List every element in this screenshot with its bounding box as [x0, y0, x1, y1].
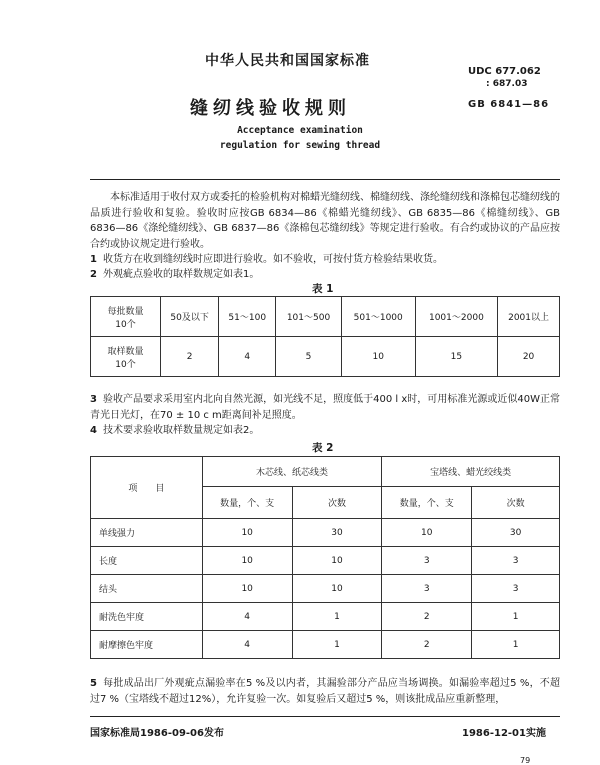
table-cell: 1 — [292, 603, 382, 631]
table-cell: 1 — [472, 631, 560, 659]
sub-header-qty: 数量，个、支 — [382, 487, 472, 519]
english-title-line-1: Acceptance examination — [237, 125, 363, 136]
clause-3 — [90, 392, 560, 423]
table-cell: 5 — [276, 337, 341, 377]
table-cell: 10 — [202, 547, 292, 575]
table-row — [91, 297, 560, 337]
cell-text: 10个 — [115, 359, 136, 370]
row-label: 结头 — [91, 575, 203, 603]
table-cell: 1001～2000 — [415, 297, 497, 337]
table-cell: 1 — [472, 603, 560, 631]
table-cell: 30 — [472, 519, 560, 547]
table-cell: 2 — [161, 337, 219, 377]
clause-4 — [90, 423, 560, 439]
clause-5 — [90, 676, 560, 707]
cell-text: 10个 — [115, 319, 136, 330]
clause-1-text: 收货方在收到缝纫线时应即进行验收。如不验收，可按付货方检验结果收货。 — [102, 254, 443, 265]
sub-header-times: 次数 — [292, 487, 382, 519]
clause-4-number: 4 — [90, 425, 97, 436]
table-cell: 2001以上 — [498, 297, 560, 337]
udc-line-2: : 687.03 — [486, 79, 528, 89]
row-label: 耐洗色牢度 — [91, 603, 203, 631]
page-number: 79 — [520, 756, 531, 765]
table-cell: 501～1000 — [341, 297, 415, 337]
table-cell: 10 — [341, 337, 415, 377]
item-header: 项 目 — [91, 457, 203, 519]
effective-date: 1986-12-01实施 — [462, 728, 546, 739]
intro-paragraph: 本标准适用于收付双方或委托的检验机构对棉蜡光缝纫线、棉缝纫线、涤纶缝纫线和涤棉包芯缝纫线的品质进行验收和复验。验收时应按GB 6834—86《棉蜡光缝纫线》、GB 6835—86《棉缝纫线》、GB 6836—86《涤纶缝纫线》、GB 6837—86《涤棉包芯缝纫线》等规定进行验收。有合约或协议的产品应按合约或协议规定进行验收。 — [90, 192, 560, 250]
table-cell: 10 — [202, 575, 292, 603]
udc-line-1: UDC 677.062 — [468, 66, 541, 77]
standard-number: GB 6841—86 — [468, 99, 550, 110]
clause-5-number: 5 — [90, 678, 97, 689]
table-row — [91, 457, 560, 487]
clause-3-text: 验收产品要求采用室内北向自然光源，如光线不足，照度低于400 l x时，可用标准光源或近似40W正常青光日光灯，在70 ± 10 c m距离间补足照度。 — [90, 394, 560, 421]
table-cell: 3 — [472, 547, 560, 575]
header-rule — [90, 179, 560, 180]
table-row — [91, 575, 560, 603]
english-title — [0, 123, 600, 153]
english-title-line-2: regulation for sewing thread — [219, 140, 381, 151]
issuing-authority: 中华人民共和国国家标准 — [205, 53, 370, 69]
table-cell: 3 — [382, 575, 472, 603]
table-row — [91, 631, 560, 659]
table-cell: 3 — [472, 575, 560, 603]
table-cell: 4 — [202, 603, 292, 631]
clause-3-number: 3 — [90, 394, 97, 405]
table-1-caption: 表 1 — [312, 283, 334, 295]
table-1-row-header — [91, 337, 161, 377]
clause-4-text: 技术要求验收取样数量规定如表2。 — [102, 425, 260, 436]
table-cell: 2 — [382, 603, 472, 631]
table-2-caption: 表 2 — [312, 442, 334, 454]
cell-text: 取样数量 — [107, 346, 144, 357]
table-cell: 10 — [202, 519, 292, 547]
row-label: 耐摩擦色牢度 — [91, 631, 203, 659]
table-cell: 30 — [292, 519, 382, 547]
clause-1-number: 1 — [90, 254, 97, 265]
cell-text: 每批数量 — [107, 306, 144, 317]
table-cell: 20 — [498, 337, 560, 377]
table-cell: 4 — [202, 631, 292, 659]
group-header-2: 宝塔线、蜡光绞线类 — [382, 457, 560, 487]
table-row — [91, 547, 560, 575]
issue-date: 国家标准局1986-09-06发布 — [90, 728, 224, 739]
table-cell: 10 — [292, 547, 382, 575]
table-cell: 51～100 — [219, 297, 276, 337]
document-title: 缝纫线验收规则 — [190, 98, 351, 119]
table-row — [91, 519, 560, 547]
table-cell: 1 — [292, 631, 382, 659]
table-cell: 101～500 — [276, 297, 341, 337]
table-1-row-header — [91, 297, 161, 337]
group-header-1: 木芯线、纸芯线类 — [202, 457, 382, 487]
clause-5-text: 每批成品出厂外观疵点漏验率在5 %及以内者，其漏验部分产品应当场调换。如漏验率超过5 %，不超过7 %（宝塔线不超过12%），允许复验一次。如复验后又超过5 %，则该批成品应重新整理， — [90, 678, 560, 705]
clause-2-number: 2 — [90, 269, 97, 280]
table-row — [91, 603, 560, 631]
row-label: 长度 — [91, 547, 203, 575]
udc-code — [468, 66, 541, 90]
table-row — [91, 337, 560, 377]
table-cell: 2 — [382, 631, 472, 659]
table-cell: 15 — [415, 337, 497, 377]
footer-rule — [90, 716, 560, 717]
sub-header-qty: 数量，个、支 — [202, 487, 292, 519]
clause-1 — [90, 252, 560, 268]
clause-2-text: 外观疵点验收的取样数规定如表1。 — [102, 269, 260, 280]
table-cell: 10 — [382, 519, 472, 547]
table-cell: 3 — [382, 547, 472, 575]
table-2 — [90, 456, 560, 659]
table-cell: 4 — [219, 337, 276, 377]
table-cell: 50及以下 — [161, 297, 219, 337]
table-cell: 10 — [292, 575, 382, 603]
sub-header-times: 次数 — [472, 487, 560, 519]
row-label: 单线强力 — [91, 519, 203, 547]
table-1 — [90, 296, 560, 377]
